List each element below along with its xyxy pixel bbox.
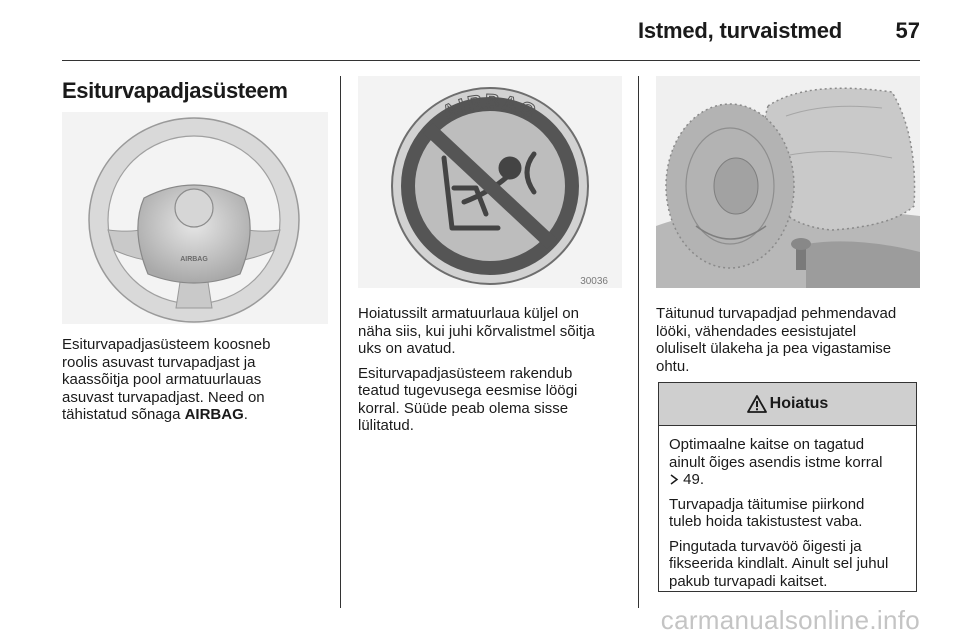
warning-title: Hoiatus bbox=[769, 395, 829, 412]
watermark: carmanualsonline.info bbox=[660, 605, 920, 635]
warning-box bbox=[658, 382, 917, 592]
text-line: roolis asuvast turvapadjast ja bbox=[62, 353, 256, 371]
steering-wheel-figure bbox=[62, 112, 328, 324]
section-title: Esiturvapadjasüsteem bbox=[62, 78, 288, 103]
text-line: Optimaalne kaitse on tagatud bbox=[669, 436, 865, 453]
text-line: lööki, vähendades eesistujatel bbox=[656, 322, 857, 340]
col3-paragraph bbox=[656, 305, 928, 375]
column-divider-1 bbox=[340, 76, 341, 608]
airbag-warning-label-figure bbox=[358, 76, 622, 288]
airbag-badge: AIRBAG bbox=[180, 256, 208, 263]
warning-body bbox=[659, 426, 916, 590]
text-line: fikseerida kindlalt. Ainult sel juhul bbox=[669, 555, 889, 572]
steering-wheel-illustration bbox=[62, 112, 328, 324]
warning-triangle-icon bbox=[747, 395, 767, 413]
text-line: näha siis, kui juhi kõrvalistmel sõitja bbox=[358, 322, 595, 340]
text-line: asuvast turvapadjast. Need on bbox=[62, 388, 265, 406]
airbag-term: AIRBAG bbox=[184, 406, 244, 423]
reference-arrow-icon bbox=[669, 474, 679, 485]
text-line: ainult õiges asendis istme korral bbox=[669, 453, 883, 471]
warning-header bbox=[659, 383, 916, 426]
text-line bbox=[62, 406, 334, 424]
col2-text bbox=[358, 305, 630, 442]
text-line: lülitatud. bbox=[358, 417, 414, 434]
col1-paragraph bbox=[62, 336, 334, 424]
page-number: 57 bbox=[895, 18, 920, 43]
figure-code: 30036 bbox=[580, 276, 608, 287]
warning-item-3 bbox=[669, 538, 906, 591]
text-line: Hoiatussilt armatuurlaua küljel on bbox=[358, 305, 579, 322]
text-line: Esiturvapadjasüsteem koosneb bbox=[62, 336, 271, 353]
text-line: oluliselt ülakeha ja pea vigastamise bbox=[656, 340, 892, 357]
text-segment: tähistatud sõnaga bbox=[62, 406, 185, 423]
col2-paragraph-1 bbox=[358, 305, 630, 358]
text-line: pakub turvapadi kaitset. bbox=[669, 572, 828, 590]
text-line: kaassõitja pool armatuurlauas bbox=[62, 371, 262, 388]
text-line: korral. Süüde peab olema sisse bbox=[358, 399, 569, 417]
reference-link[interactable] bbox=[669, 471, 704, 488]
text-line: Pingutada turvavöö õigesti ja bbox=[669, 537, 862, 555]
warning-item-1 bbox=[669, 436, 906, 489]
text-line: Esiturvapadjasüsteem rakendub bbox=[358, 364, 573, 382]
header-title: Istmed, turvaistmed bbox=[637, 18, 842, 43]
airbag-label-text: AIRBAG bbox=[439, 90, 541, 125]
reference-page: 49. bbox=[683, 471, 705, 488]
text-line: teatud tugevusega eesmise löögi bbox=[358, 382, 578, 399]
deployed-airbags-illustration bbox=[656, 76, 920, 288]
text-line: Täitunud turvapadjad pehmendavad bbox=[656, 305, 897, 322]
text-line: tuleb hoida takistustest vaba. bbox=[669, 513, 863, 530]
text-segment: . bbox=[243, 406, 248, 423]
warning-item-2 bbox=[669, 496, 906, 531]
col2-paragraph-2 bbox=[358, 365, 630, 435]
text-line: uks on avatud. bbox=[358, 340, 456, 357]
deployed-airbags-figure bbox=[656, 76, 920, 288]
airbag-warning-label-illustration bbox=[358, 76, 622, 288]
column-divider-2 bbox=[638, 76, 639, 608]
text-line: Turvapadja täitumise piirkond bbox=[669, 495, 865, 513]
header-divider bbox=[62, 60, 920, 61]
text-line: ohtu. bbox=[656, 357, 690, 375]
